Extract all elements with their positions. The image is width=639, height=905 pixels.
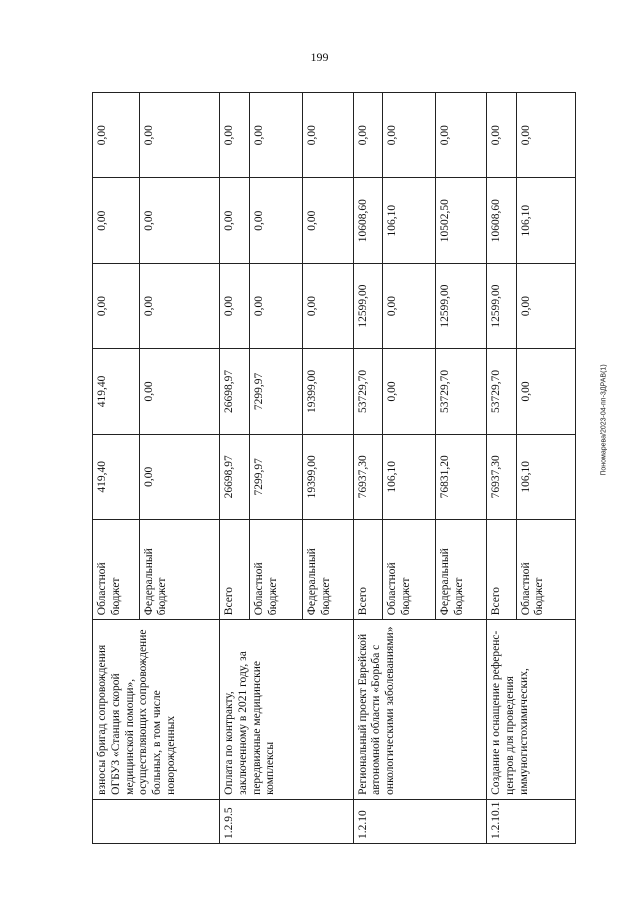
value-cell: 0,00	[249, 263, 302, 348]
value-cell: 419,40	[93, 349, 140, 434]
page-number: 199	[310, 50, 329, 64]
row-code-cell: 1.2.10.1	[486, 799, 575, 843]
value-cell: 10502,50	[436, 178, 487, 263]
value-cell: 0,00	[516, 349, 575, 434]
value-cell: 19399,00	[302, 349, 353, 434]
table-row	[93, 93, 140, 844]
value-cell: 0,00	[249, 178, 302, 263]
value-cell: 0,00	[220, 178, 250, 263]
value-cell: 0,00	[383, 263, 436, 348]
row-code-cell	[93, 799, 220, 843]
funding-source-cell: Всего	[353, 520, 383, 620]
value-cell: 106,10	[383, 434, 436, 519]
value-cell: 0,00	[220, 263, 250, 348]
row-code-cell: 1.2.10	[353, 799, 486, 843]
value-cell: 106,10	[383, 178, 436, 263]
rotated-table-frame	[92, 92, 576, 844]
table-row	[353, 93, 383, 844]
budget-table	[92, 92, 576, 844]
row-description-cell: Создание и оснащение референс-центров для проведения иммуногистохимических,	[486, 620, 575, 800]
row-description-cell: Региональный проект Еврейской автономной области «Борьба с онкологическими заболеваниями»	[353, 620, 486, 800]
value-cell: 76937,30	[486, 434, 516, 519]
value-cell: 0,00	[93, 263, 140, 348]
funding-source-cell: Всего	[220, 520, 250, 620]
value-cell: 106,10	[516, 178, 575, 263]
funding-source-cell: Федеральный бюджет	[139, 520, 220, 620]
funding-source-cell: Областной бюджет	[249, 520, 302, 620]
value-cell: 19399,00	[302, 434, 353, 519]
value-cell: 0,00	[516, 263, 575, 348]
value-cell: 0,00	[353, 93, 383, 178]
funding-source-cell: Федеральный бюджет	[436, 520, 487, 620]
value-cell: 106,10	[516, 434, 575, 519]
value-cell: 53729,70	[486, 349, 516, 434]
value-cell: 0,00	[139, 178, 220, 263]
value-cell: 7299,97	[249, 434, 302, 519]
value-cell: 0,00	[383, 93, 436, 178]
row-code-cell: 1.2.9.5	[220, 799, 353, 843]
value-cell: 12599,00	[353, 263, 383, 348]
value-cell: 0,00	[436, 93, 487, 178]
value-cell: 0,00	[139, 434, 220, 519]
value-cell: 76937,30	[353, 434, 383, 519]
value-cell: 10608,60	[486, 178, 516, 263]
rotated-table-inner	[92, 92, 576, 844]
value-cell: 26698,97	[220, 349, 250, 434]
value-cell: 0,00	[249, 93, 302, 178]
row-description-cell: взносы бригад сопровождения ОГБУЗ «Станция скорой медицинской помощи», осуществляющих сопровождение больных, в том числе новорожденных	[93, 620, 220, 800]
funding-source-cell: Всего	[486, 520, 516, 620]
funding-source-cell: Областной бюджет	[383, 520, 436, 620]
funding-source-cell: Федеральный бюджет	[302, 520, 353, 620]
value-cell: 0,00	[302, 263, 353, 348]
funding-source-cell: Областной бюджет	[516, 520, 575, 620]
value-cell: 53729,70	[353, 349, 383, 434]
row-description-cell: Оплата по контракту, заключенному в 2021 году, за передвижные медицинские комплексы	[220, 620, 353, 800]
table-row	[486, 93, 516, 844]
value-cell: 12599,00	[486, 263, 516, 348]
value-cell: 76831,20	[436, 434, 487, 519]
value-cell: 7299,97	[249, 349, 302, 434]
value-cell: 0,00	[93, 93, 140, 178]
funding-source-cell: Областной бюджет	[93, 520, 140, 620]
value-cell: 0,00	[302, 178, 353, 263]
value-cell: 26698,97	[220, 434, 250, 519]
value-cell: 0,00	[486, 93, 516, 178]
value-cell: 0,00	[139, 93, 220, 178]
value-cell: 0,00	[516, 93, 575, 178]
value-cell: 0,00	[139, 349, 220, 434]
value-cell: 0,00	[302, 93, 353, 178]
value-cell: 0,00	[139, 263, 220, 348]
document-code-text: Пономарева/2023-04-пп-3ДРАВ(1)	[600, 364, 608, 476]
value-cell: 0,00	[93, 178, 140, 263]
value-cell: 10608,60	[353, 178, 383, 263]
value-cell: 12599,00	[436, 263, 487, 348]
value-cell: 0,00	[220, 93, 250, 178]
value-cell: 419,40	[93, 434, 140, 519]
value-cell: 0,00	[383, 349, 436, 434]
table-row	[220, 93, 250, 844]
value-cell: 53729,70	[436, 349, 487, 434]
